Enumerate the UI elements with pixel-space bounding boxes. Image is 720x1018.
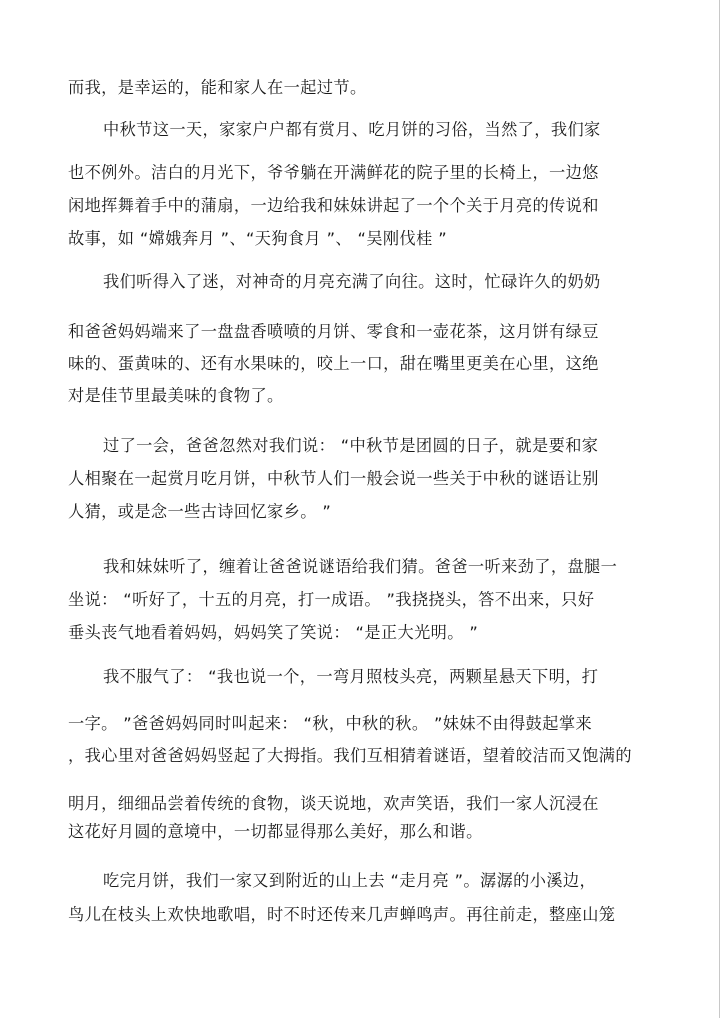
text-line: ，我心里对爸爸妈妈竖起了大拇指。我们互相猜着谜语，望着皎洁而又饱满的 xyxy=(68,746,632,765)
text-line: 坐说： “听好了，十五的月亮，打一成语。 ”我挠挠头，答不出来，只好 xyxy=(68,590,595,609)
text-line: 故事，如 “嫦娥奔月 ”、“天狗食月 ”、 “吴刚伐桂 ” xyxy=(68,229,448,248)
text-line: 对是佳节里最美味的食物了。 xyxy=(68,386,284,405)
text-line: 吃完月饼，我们一家又到附近的山上去 “走月亮 ”。潺潺的小溪边， xyxy=(103,871,597,890)
text-line: 我和妹妹听了，缠着让爸爸说谜语给我们猜。爸爸一听来劲了，盘腿一 xyxy=(103,557,618,576)
text-line: 中秋节这一天，家家户户都有赏月、吃月饼的习俗，当然了，我们家 xyxy=(103,120,601,139)
text-line: 垂头丧气地看着妈妈，妈妈笑了笑说： “是正大光明。 ” xyxy=(68,623,479,642)
text-line: 明月，细细品尝着传统的食物，谈天说地，欢声笑语，我们一家人沉浸在 xyxy=(68,794,599,813)
text-line: 人相聚在一起赏月吃月饼，中秋节人们一般会说一些关于中秋的谜语让别 xyxy=(68,469,599,488)
text-line: 而我，是幸运的，能和家人在一起过节。 xyxy=(68,78,367,97)
text-line: 我们听得入了迷，对神奇的月亮充满了向往。这时，忙碌许久的奶奶 xyxy=(103,272,601,291)
text-line: 也不例外。洁白的月光下，爷爷躺在开满鲜花的院子里的长椅上，一边悠 xyxy=(68,163,599,182)
text-line: 人猜，或是念一些古诗回忆家乡。 ” xyxy=(68,502,332,521)
text-line: 闲地挥舞着手中的蒲扇，一边给我和妹妹讲起了一个个关于月亮的传说和 xyxy=(68,196,599,215)
text-line: 鸟儿在枝头上欢快地歌唱，时不时还传来几声蝉鸣声。再往前走，整座山笼 xyxy=(68,905,616,924)
text-line: 味的、蛋黄味的、还有水果味的，咬上一口，甜在嘴里更美在心里，这绝 xyxy=(68,354,599,373)
text-line: 和爸爸妈妈端来了一盘盘香喷喷的月饼、零食和一壶花茶，这月饼有绿豆 xyxy=(68,322,599,341)
text-line: 一字。 ”爸爸妈妈同时叫起来： “秋，中秋的秋。 ”妹妹不由得鼓起掌来 xyxy=(68,714,593,733)
text-line: 我不服气了： “我也说一个，一弯月照枝头亮，两颗星悬天下明，打 xyxy=(103,667,599,686)
text-line: 这花好月圆的意境中，一切都显得那么美好，那么和谐。 xyxy=(68,822,483,841)
text-line: 过了一会，爸爸忽然对我们说： “中秋节是团圆的日子，就是要和家 xyxy=(103,436,599,455)
